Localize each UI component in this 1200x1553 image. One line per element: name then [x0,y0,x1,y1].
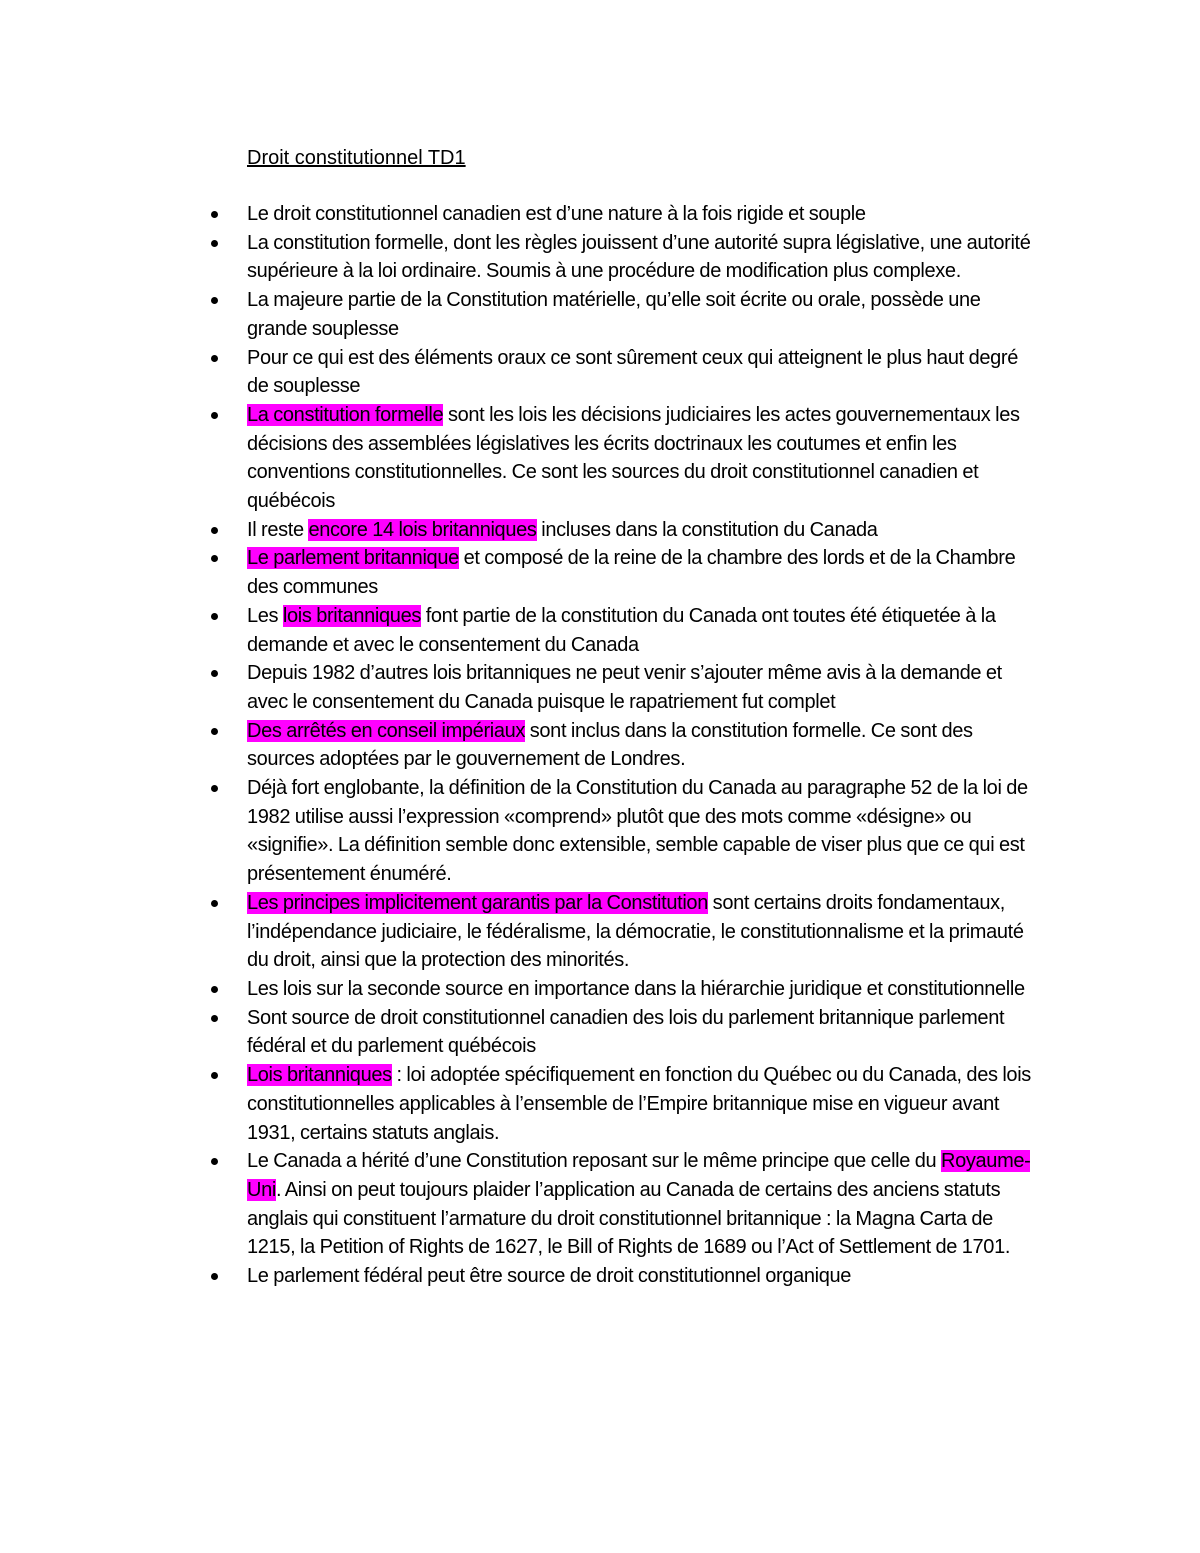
bullet-icon [211,412,218,419]
item-text-after: . Ainsi on peut toujours plaider l’application au Canada de certains des anciens statuts anglais qui constituent l’armature du droit constitutionnel britannique : la Magna Carta de 1215, la Petition of Rights de 1627, le Bill of Rights de 1689 ou l’Act of Settlement de 1701. [247,1178,1011,1259]
item-text: Déjà fort englobante, la définition de la Constitution du Canada au paragraphe 52 de la loi de 1982 utilise aussi l’expression «comprend» plutôt que des mots comme «désigne» ou «signifie». La définition semble donc extensible, semble capable de viser plus que ce qui est présentement énuméré. [247,777,1028,886]
bullet-icon [211,1072,218,1079]
list-item [0,602,1037,659]
bullet-icon [211,785,218,792]
bullet-icon [211,211,218,218]
bullet-icon [211,1015,218,1022]
item-text: Les lois sur la seconde source en importance dans la hiérarchie juridique et constitutionnelle [247,977,1025,1000]
list-item [0,229,1037,286]
item-text: Pour ce qui est des éléments oraux ce sont sûrement ceux qui atteignent le plus haut degré de souplesse [247,346,1018,398]
list-item [0,1061,1037,1147]
list-item [0,1004,1037,1061]
item-text-after: et composé de la reine de la chambre des lords et de la Chambre des communes [247,547,1016,599]
list-item [0,401,1037,516]
bullet-icon [211,1158,218,1165]
item-text-after: sont les lois les décisions judiciaires les actes gouvernementaux les décisions des assemblées législatives les écrits doctrinaux les coutumes et enfin les conventions constitutionnelles. Ce sont les sources du droit constitutionnel canadien et québécois [247,403,1020,513]
item-text: Le parlement fédéral peut être source de droit constitutionnel organique [247,1265,852,1288]
highlighted-text: Les principes implicitement garantis par la Constitution [247,891,708,914]
bullet-icon [211,297,218,304]
item-text: Le droit constitutionnel canadien est d’une nature à la fois rigide et souple [247,203,866,225]
bullet-icon [211,670,218,677]
list-item [0,1147,1037,1262]
list-item [0,516,1037,545]
item-text: Les [247,604,283,627]
item-text-after: : loi adoptée spécifiquement en fonction du Québec ou du Canada, des lois constitutionnelles applicables à l’ensemble de l’Empire britannique mise en vigueur avant 1931, certains statuts anglais. [247,1064,1031,1144]
bullet-icon [211,555,218,562]
bullet-icon [211,613,218,620]
item-text-after: incluses dans la constitution du Canada [536,518,878,541]
item-text: Le Canada a hérité d’une Constitution reposant sur le même principe que celle du [247,1150,941,1173]
bullet-icon [211,986,218,993]
list-item [0,200,1037,229]
item-text-after: font partie de la constitution du Canada ont toutes été étiquetée à la demande et avec le consentement du Canada [247,604,996,656]
highlighted-text: Des arrêtés en conseil impériaux [247,719,526,742]
bullet-list [0,200,1200,1291]
item-text: Sont source de droit constitutionnel canadien des lois du parlement britannique parlement fédéral et du parlement québécois [247,1006,1005,1058]
list-item [0,344,1037,401]
bullet-icon [211,355,218,362]
list-item [0,544,1037,601]
highlighted-text: encore 14 lois britanniques [308,518,537,541]
highlighted-text: Lois britanniques [247,1064,392,1087]
item-text-after: sont inclus dans la constitution formelle. Ce sont des sources adoptées par le gouvernement de Londres. [247,719,973,771]
bullet-icon [211,527,218,534]
list-item [0,889,1037,975]
list-item [0,659,1037,716]
bullet-icon [211,1273,218,1280]
list-item [0,286,1037,343]
item-text: La constitution formelle, dont les règles jouissent d’une autorité supra législative, une autorité supérieure à la loi ordinaire. Soumis à une procédure de modification plus complexe. [247,231,1031,283]
list-item [0,975,1037,1004]
item-text: La majeure partie de la Constitution matérielle, qu’elle soit écrite ou orale, possède une grande souplesse [247,289,981,340]
highlighted-text: La constitution formelle [247,403,444,426]
item-text: Il reste [247,518,309,541]
list-item [0,717,1037,774]
highlighted-text: Royaume-Uni [247,1150,1031,1201]
list-item [0,1262,1037,1291]
highlighted-text: lois britanniques [282,604,421,627]
bullet-icon [211,728,218,735]
item-text-after: sont certains droits fondamentaux, l’indépendance judiciaire, le fédéralisme, la démocratie, le constitutionnalisme et la primauté du droit, ainsi que la protection des minorités. [247,891,1024,972]
highlighted-text: Le parlement britannique [247,547,459,570]
item-text: Depuis 1982 d’autres lois britanniques ne peut venir s’ajouter même avis à la demande et avec le consentement du Canada puisque le rapatriement fut complet [247,662,1002,713]
bullet-icon [211,240,218,247]
document-title: Droit constitutionnel TD1 [247,147,466,169]
list-item [0,774,1037,889]
bullet-icon [211,900,218,907]
